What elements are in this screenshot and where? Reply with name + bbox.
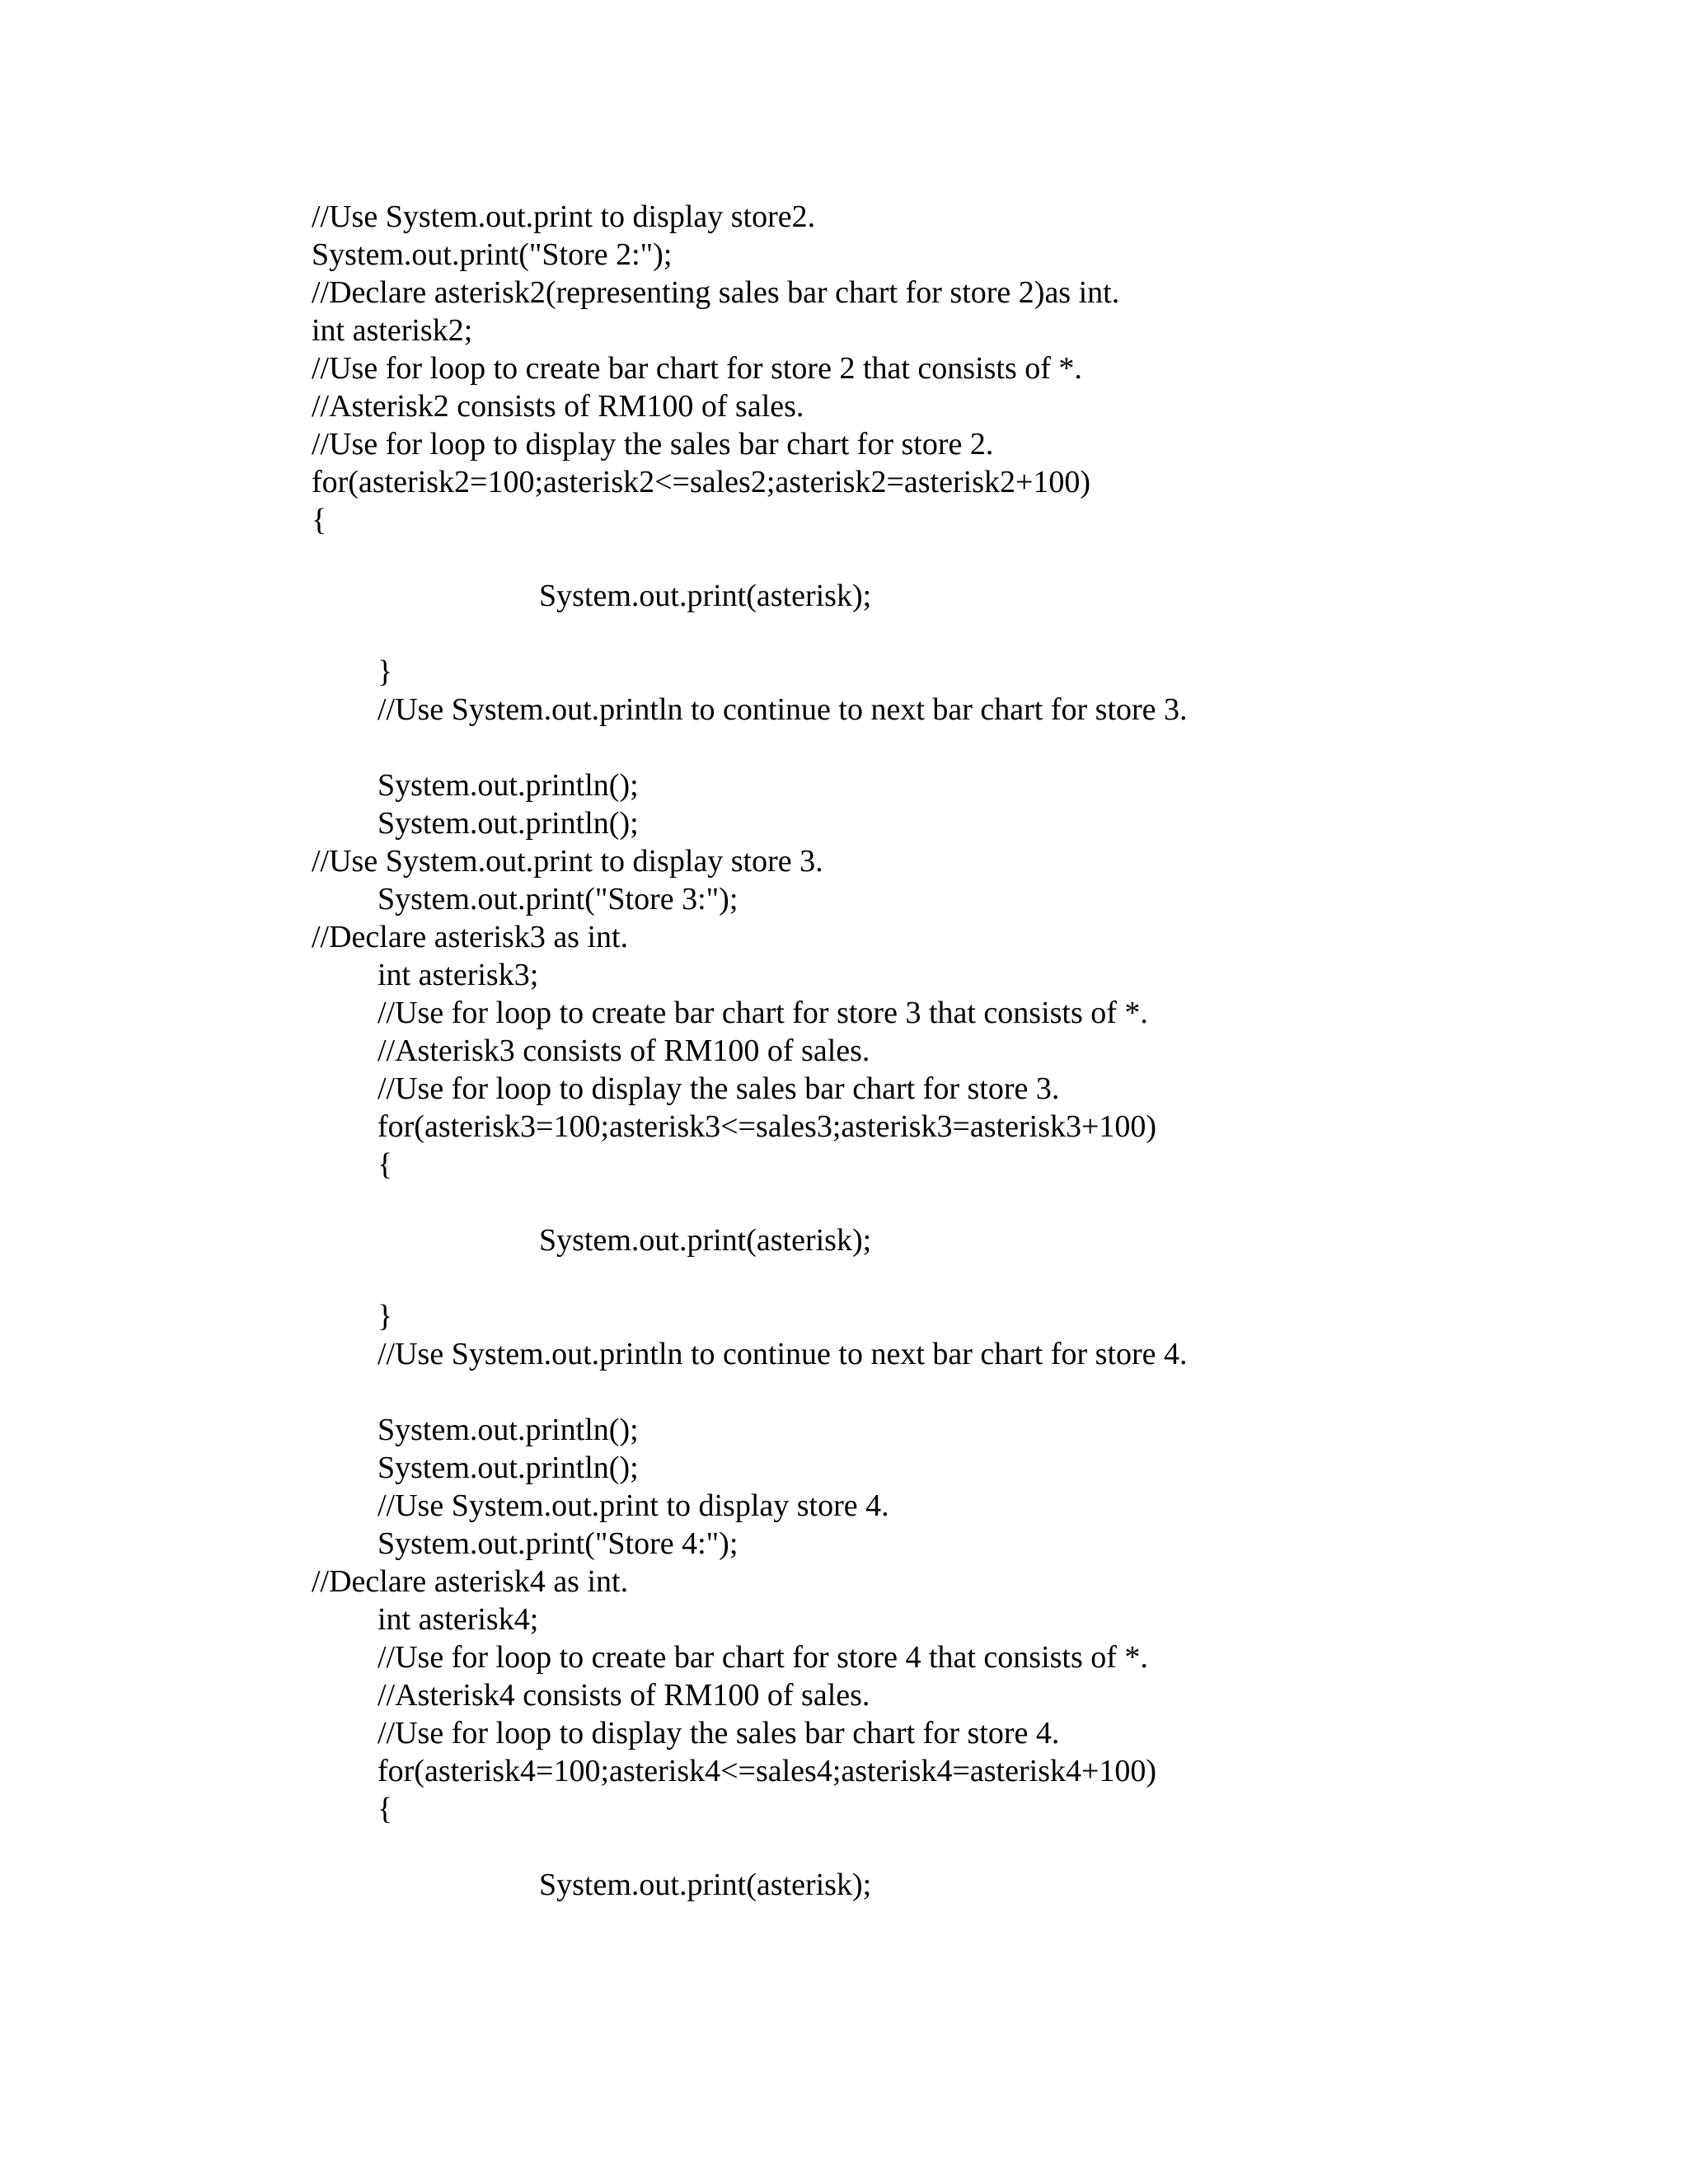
- code-line: int asterisk4;: [377, 1602, 539, 1637]
- code-line: {: [312, 503, 327, 537]
- code-line: //Use for loop to create bar chart for store 4 that consists of *.: [377, 1640, 1148, 1675]
- code-line: for(asterisk2=100;asterisk2<=sales2;asterisk2=asterisk2+100): [312, 465, 1091, 499]
- code-line: System.out.print("Store 2:");: [312, 237, 673, 272]
- code-line: }: [377, 654, 393, 689]
- code-line: System.out.println();: [377, 1451, 639, 1485]
- code-line: //Use System.out.println to continue to next bar chart for store 4.: [377, 1337, 1188, 1371]
- code-line: //Use for loop to display the sales bar chart for store 3.: [377, 1071, 1060, 1106]
- code-line: System.out.print("Store 3:");: [377, 882, 738, 916]
- code-line: System.out.print("Store 4:");: [377, 1526, 738, 1561]
- code-line: System.out.print(asterisk);: [539, 1868, 872, 1902]
- code-line: System.out.print(asterisk);: [539, 579, 872, 613]
- code-line: int asterisk3;: [377, 958, 539, 992]
- code-line: //Declare asterisk2(representing sales bar chart for store 2)as int.: [312, 275, 1120, 310]
- code-line: System.out.print(asterisk);: [539, 1223, 872, 1258]
- code-line: int asterisk2;: [312, 313, 473, 348]
- code-line: //Asterisk4 consists of RM100 of sales.: [377, 1678, 870, 1713]
- code-line: for(asterisk4=100;asterisk4<=sales4;asterisk4=asterisk4+100): [377, 1754, 1157, 1788]
- code-line: //Use for loop to display the sales bar chart for store 2.: [312, 427, 994, 462]
- code-line: //Use System.out.println to continue to next bar chart for store 3.: [377, 692, 1188, 727]
- code-line: {: [377, 1792, 393, 1826]
- code-line: //Use System.out.print to display store 3.: [312, 844, 823, 879]
- code-line: }: [377, 1299, 393, 1333]
- code-line: //Asterisk3 consists of RM100 of sales.: [377, 1033, 870, 1068]
- code-line: //Use for loop to display the sales bar chart for store 4.: [377, 1716, 1060, 1750]
- code-line: System.out.println();: [377, 1413, 639, 1447]
- code-line: System.out.println();: [377, 806, 639, 841]
- code-line: //Use System.out.print to display store2.: [312, 199, 816, 234]
- code-line: //Use for loop to create bar chart for store 3 that consists of *.: [377, 996, 1148, 1030]
- code-line: //Asterisk2 consists of RM100 of sales.: [312, 389, 804, 424]
- code-line: //Use System.out.print to display store 4.: [377, 1488, 889, 1523]
- code-line: //Declare asterisk3 as int.: [312, 920, 629, 954]
- code-line: //Declare asterisk4 as int.: [312, 1564, 629, 1599]
- code-line: for(asterisk3=100;asterisk3<=sales3;asterisk3=asterisk3+100): [377, 1109, 1157, 1144]
- code-line: {: [377, 1147, 393, 1182]
- code-line: System.out.println();: [377, 768, 639, 803]
- code-line: //Use for loop to create bar chart for store 2 that consists of *.: [312, 351, 1082, 386]
